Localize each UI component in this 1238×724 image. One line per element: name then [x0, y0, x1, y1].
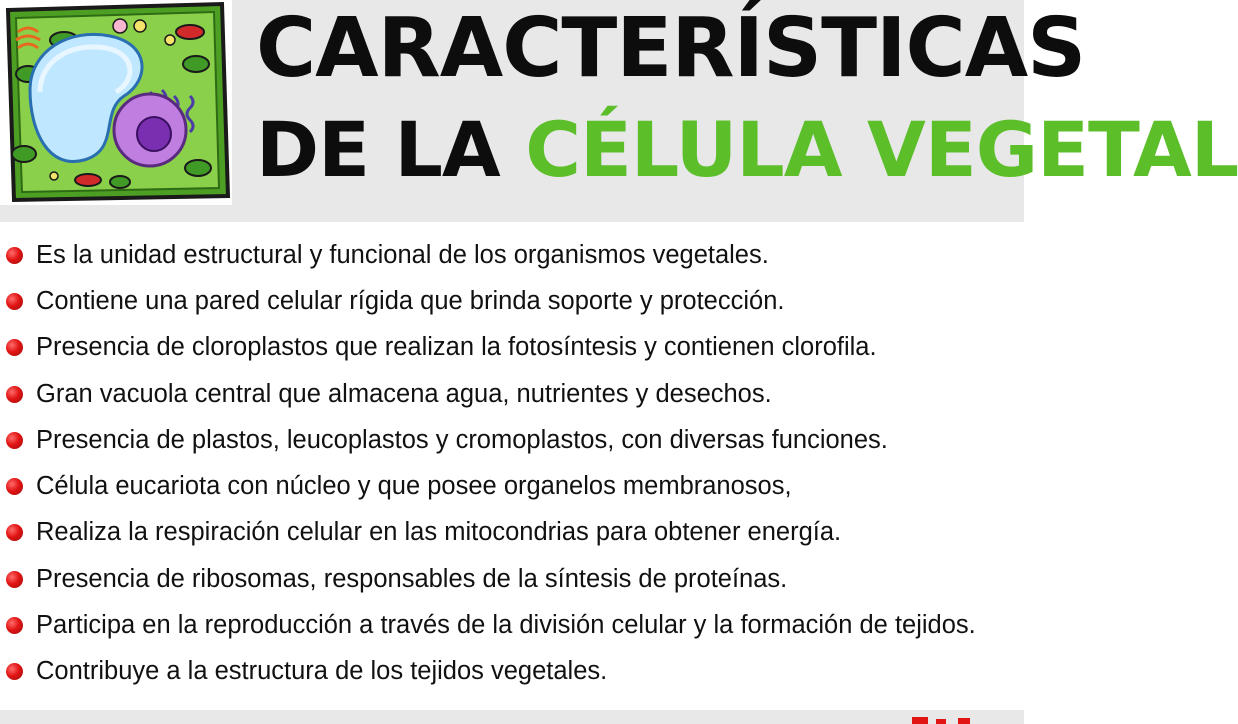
- list-item: [0, 232, 1024, 278]
- plant-cell-icon: [0, 0, 232, 205]
- list-item-text: Participa en la reproducción a través de la división celular y la formación de tejidos.: [36, 611, 976, 640]
- red-bullet-icon: [6, 617, 23, 634]
- list-item-text: Célula eucariota con núcleo y que posee organelos membranosos,: [36, 472, 792, 501]
- list-item: [0, 371, 1024, 417]
- list-item-text: Realiza la respiración celular en las mitocondrias para obtener energía.: [36, 518, 842, 547]
- list-item-text: Presencia de plastos, leucoplastos y cromoplastos, con diversas funciones.: [36, 425, 888, 454]
- red-bullet-icon: [6, 386, 23, 403]
- list-item: [0, 510, 1024, 556]
- list-item: [0, 325, 1024, 371]
- footer-bar: [0, 710, 1024, 724]
- red-bullet-icon: [6, 571, 23, 588]
- list-item: [0, 556, 1024, 602]
- page-subtitle: [256, 105, 1238, 194]
- red-bullet-icon: [6, 339, 23, 356]
- list-item-text: Contribuye a la estructura de los tejidos vegetales.: [36, 657, 608, 686]
- characteristics-list: [0, 232, 1024, 695]
- red-bullet-icon: [6, 247, 23, 264]
- red-bullet-icon: [6, 663, 23, 680]
- list-item: [0, 602, 1024, 648]
- red-bullet-icon: [6, 478, 23, 495]
- red-bullet-icon: [6, 524, 23, 541]
- subtitle-dark-part: DE LA: [256, 105, 500, 194]
- page-title: CARACTERÍSTICAS: [256, 1, 1086, 96]
- list-item-text: Es la unidad estructural y funcional de los organismos vegetales.: [36, 240, 769, 269]
- list-item: [0, 649, 1024, 695]
- red-bullet-icon: [6, 432, 23, 449]
- red-bullet-icon: [6, 293, 23, 310]
- list-item: [0, 278, 1024, 324]
- list-item-text: Gran vacuola central que almacena agua, nutrientes y desechos.: [36, 379, 772, 408]
- list-item-text: Presencia de cloroplastos que realizan la fotosíntesis y contienen clorofila.: [36, 333, 877, 362]
- subtitle-green-part: CÉLULA VEGETAL: [525, 105, 1238, 194]
- list-item: [0, 463, 1024, 509]
- list-item-text: Presencia de ribosomas, responsables de la síntesis de proteínas.: [36, 564, 788, 593]
- list-item: [0, 417, 1024, 463]
- logo-fragment-icon: [912, 714, 1022, 724]
- list-item-text: Contiene una pared celular rígida que brinda soporte y protección.: [36, 286, 785, 315]
- header: [0, 0, 1238, 222]
